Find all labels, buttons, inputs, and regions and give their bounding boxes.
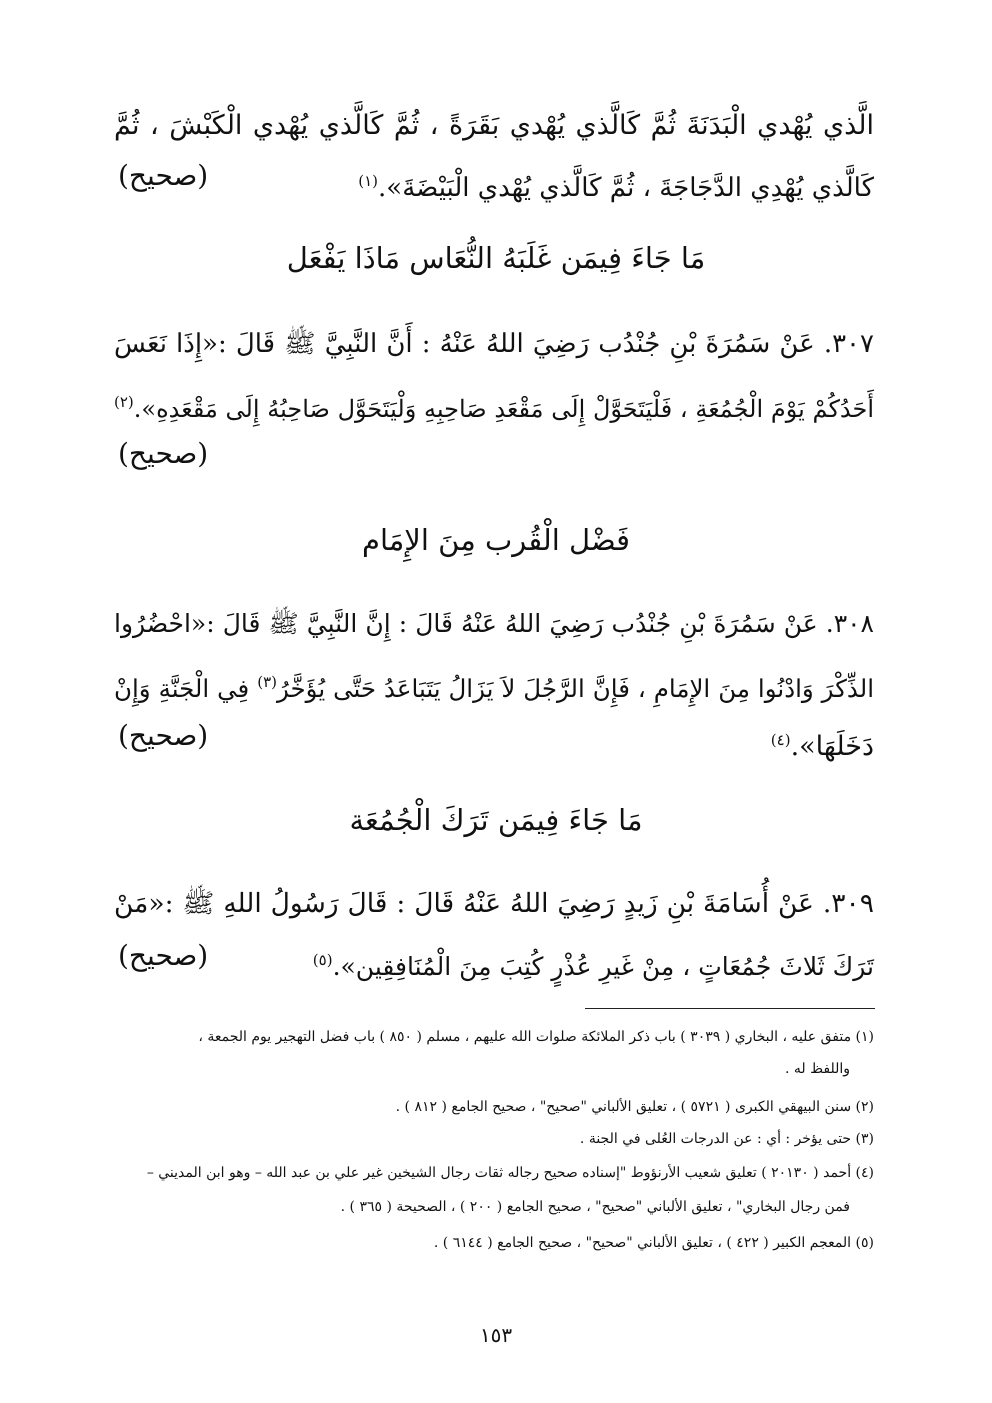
footnote-1-line-1: (١) متفق عليه ، البخاري ( ٣٠٣٩ ) باب ذكر الملائكة صلوات الله عليهم ، مسلم ( ٨٥٠ ) باب فضل التهجير يوم الجمعة ، [198,1029,874,1045]
footnote-2: (٢) سنن البيهقي الكبرى ( ٥٧٢١ ) ، تعليق الألباني "صحيح" ، صحيح الجامع ( ٨١٢ ) . [395,1099,874,1115]
hadith-309-line-1: ٣٠٩. عَنْ أُسَامَةَ بْنِ زَيدٍ رَضِيَ اللهُ عَنْهُ قَالَ : قَالَ رَسُولُ اللهِ ﷺ :«مَنْ [114,888,874,919]
footnote-ref-3: (٣) [257,673,278,691]
passage-a-line-1: الَّذي يُهْدي الْبَدَنَةَ ثُمَّ كَالَّذي يُهْدي بَقَرَةً ، ثُمَّ كَالَّذي يُهْدي الْكَبْشَ ، ثُمَّ [114,110,874,141]
footnote-4-line-2: فمن رجال البخاري" ، تعليق الألباني "صحيح" ، صحيح الجامع ( ٢٠٠ ) ، الصحيحة ( ٣٦٥ ) . [340,1199,850,1215]
footnote-4-line-1: (٤) أحمد ( ٢٠١٣٠ ) تعليق شعيب الأرنؤوط "إسناده صحيح رجاله ثقات رجال الشيخين غير علي بن عبد الله – وهو ابن المديني – [146,1165,874,1181]
footnote-ref-2: (٢) [114,393,134,411]
hadith-308-line-2-text-b: فِي الْجَنَّةِ وَإِنْ [114,674,250,703]
footnote-ref-5: (٥) [312,951,333,969]
page-number: ١٥٣ [479,1323,513,1347]
grade-label-308: (صحيح) [118,719,209,752]
grade-label-309: (صحيح) [118,939,209,972]
section-heading-2: فَضْل الْقُرب مِنَ الإِمَام [361,523,631,557]
footnote-ref-4: (٤) [770,731,791,749]
footnote-1-line-2: واللفظ له . [784,1061,850,1077]
grade-label-307: (صحيح) [118,437,209,470]
hadith-308-line-2 [114,656,874,708]
hadith-307-line-2-text: أَحَدُكُمْ يَوْمَ الْجُمُعَةِ ، فَلْيَتَحَوَّلْ إِلَى مَقْعَدِ صَاحِبِهِ وَلْيَتَحَوَّل صَاحِبُهُ إِلَى مَقْعَدِهِ». [133,395,875,423]
footnote-3: (٣) حتى يؤخر : أي : عن الدرجات العُلى في الجنة . [579,1131,874,1147]
hadith-307-line-2 [114,376,874,428]
passage-a-line-2-text: كَالَّذي يُهْدِي الدَّجَاجَةَ ، ثُمَّ كَالَّذي يُهْدي الْبَيْضَةَ». [378,173,874,203]
hadith-308-line-1: ٣٠٨. عَنْ سَمُرَةَ بْنِ جُنْدُب رَضِيَ اللهُ عَنْهُ قَالَ : إِنَّ النَّبِيَّ ﷺ قَالَ :«احْضُرُوا [114,609,874,638]
section-heading-3: مَا جَاءَ فِيمَن تَرَكَ الْجُمُعَة [349,803,643,837]
hadith-309-line-2 [314,934,874,986]
grade-label-a: (صحيح) [118,159,209,192]
hadith-308-line-2-text-a: الذِّكْرَ وَادْنُوا مِنَ الإِمَامِ ، فَإِنَّ الرَّجُلَ لاَ يَزَالُ يَتَبَاعَدُ حَتَّى يُؤَخَّرُ [277,674,874,703]
hadith-308-line-3 [574,714,874,766]
footnote-ref-1: (١) [358,172,379,190]
hadith-308-line-3-text: دَخَلَهَا». [790,731,874,762]
footnote-5: (٥) المعجم الكبير ( ٤٢٢ ) ، تعليق الألباني "صحيح" ، صحيح الجامع ( ٦١٤٤ ) . [433,1235,874,1251]
footnote-separator [585,1008,875,1009]
passage-a-line-2 [354,155,874,207]
hadith-309-line-2-text: تَرَكَ ثَلاثَ جُمُعَاتٍ ، مِنْ غَيرِ عُذْرٍ كُتِبَ مِنَ الْمُنَافِقِين». [332,952,874,981]
hadith-307-line-1: ٣٠٧. عَنْ سَمُرَةَ بْنِ جُنْدُب رَضِيَ اللهُ عَنْهُ : أَنَّ النَّبِيَّ ﷺ قَالَ :«إِذَا نَعَسَ [114,329,874,359]
section-heading-1: مَا جَاءَ فِيمَن غَلَبَهُ النُّعَاس مَاذَا يَفْعَل [286,241,706,275]
